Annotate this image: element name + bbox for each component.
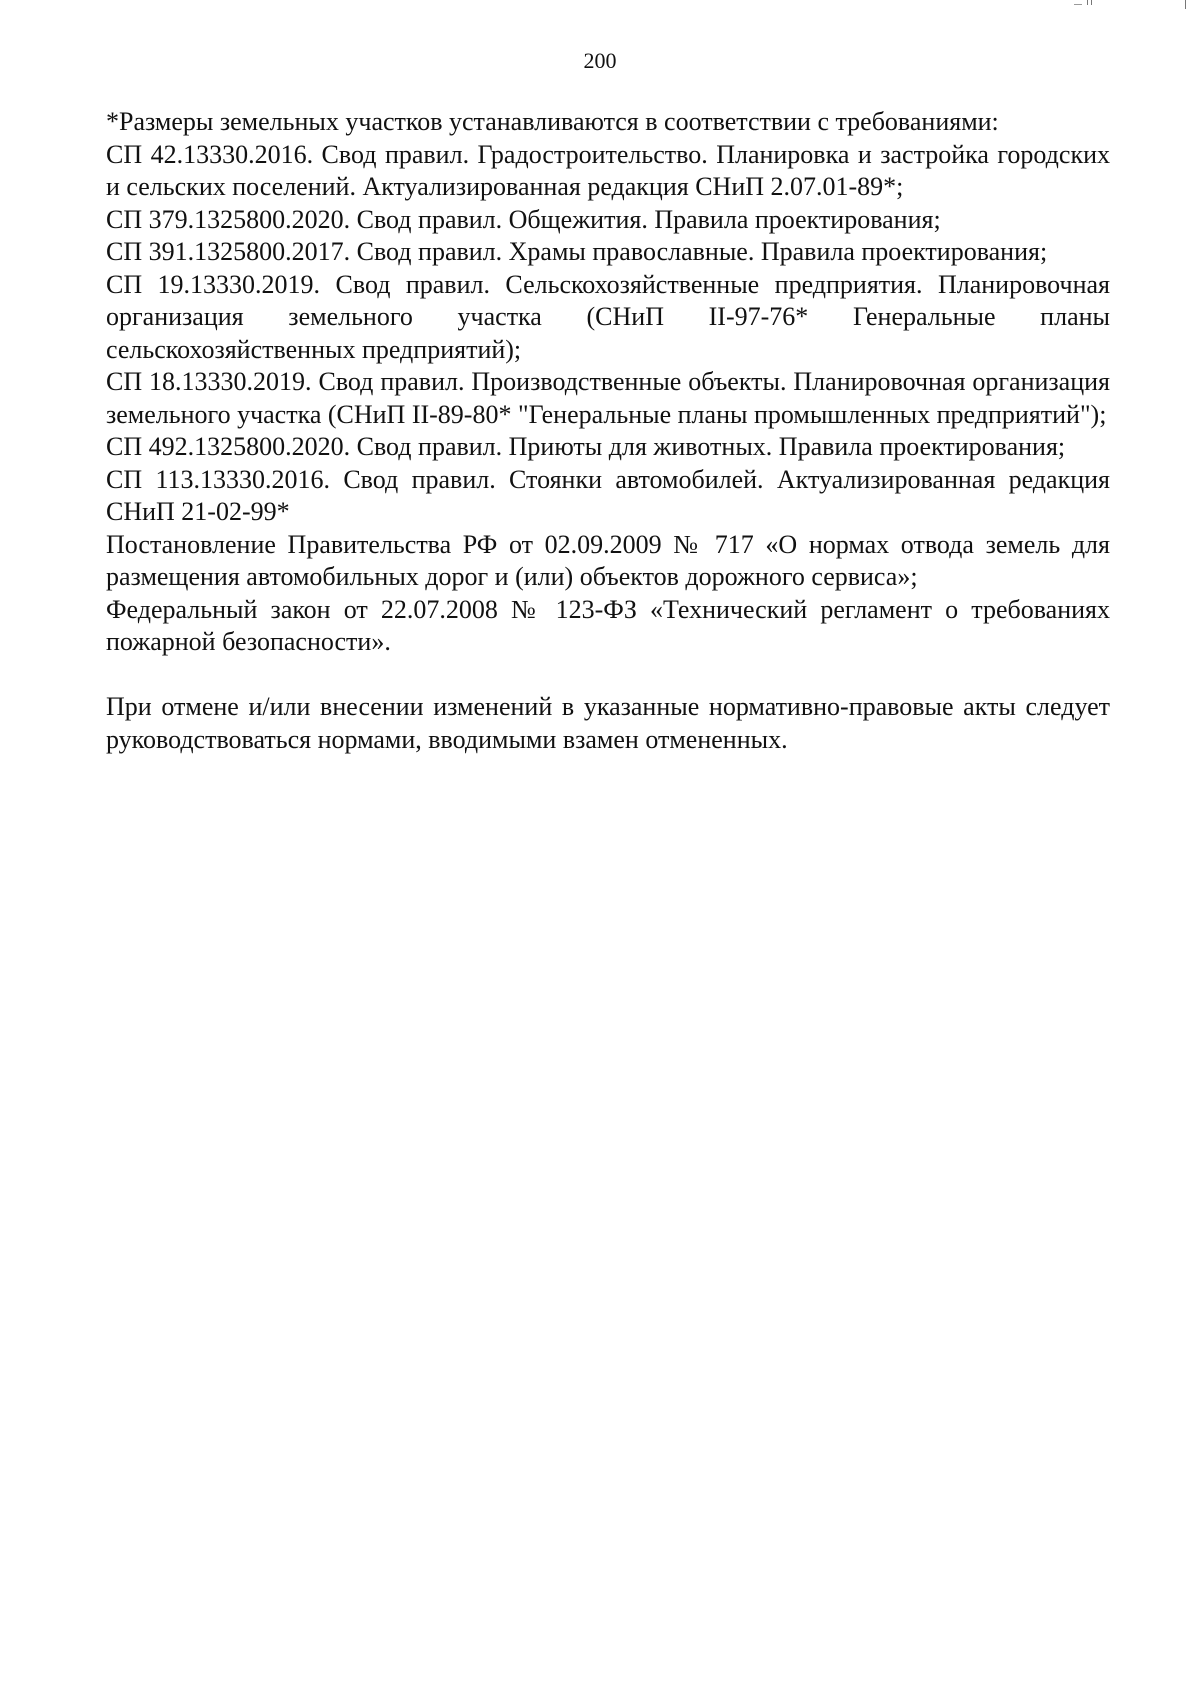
scan-mark [1074,4,1082,5]
scan-mark [1091,0,1092,5]
scan-corner-marks [1080,0,1200,12]
scan-mark [1185,0,1186,9]
reference-sp-113: СП 113.13330.2016. Свод правил. Стоянки автомобилей. Актуализированная редакция СНиП 21-02-99* [106,464,1110,526]
page-number: 200 [583,48,617,73]
reference-sp-391: СП 391.1325800.2017. Свод правил. Храмы православные. Правила проектирования; [106,237,1048,266]
footnote-intro: *Размеры земельных участков устанавливаются в соответствии с требованиями: [106,107,999,136]
reference-federal-law-123: Федеральный закон от 22.07.2008 № 123-ФЗ «Технический регламент о требованиях пожарной безопасности». [106,594,1110,656]
closing-paragraph: При отмене и/или внесении изменений в указанные нормативно-правовые акты следует руководствоваться нормами, вводимыми взамен отмененных. [106,692,1110,754]
scan-mark [1087,0,1088,5]
reference-sp-18: СП 18.13330.2019. Свод правил. Производственные объекты. Планировочная организация земельного участка (СНиП II-89-80* "Генеральные планы промышленных предприятий"); [106,367,1110,429]
reference-sp-492: СП 492.1325800.2020. Свод правил. Приюты для животных. Правила проектирования; [106,432,1066,461]
document-body [106,106,1110,756]
reference-sp-19: СП 19.13330.2019. Свод правил. Сельскохозяйственные предприятия. Планировочная организация земельного участка (СНиП II-97-76* Генеральные планы сельскохозяйственных предприятий); [106,269,1110,364]
reference-sp-379: СП 379.1325800.2020. Свод правил. Общежития. Правила проектирования; [106,204,941,234]
reference-resolution-717: Постановление Правительства РФ от 02.09.2009 № 717 «О нормах отвода земель для размещения автомобильных дорог и (или) объектов дорожного сервиса»; [106,529,1110,591]
reference-sp-42: СП 42.13330.2016. Свод правил. Градостроительство. Планировка и застройка городских и сельских поселений. Актуализированная редакция СНиП 2.07.01-89*; [106,139,1110,201]
